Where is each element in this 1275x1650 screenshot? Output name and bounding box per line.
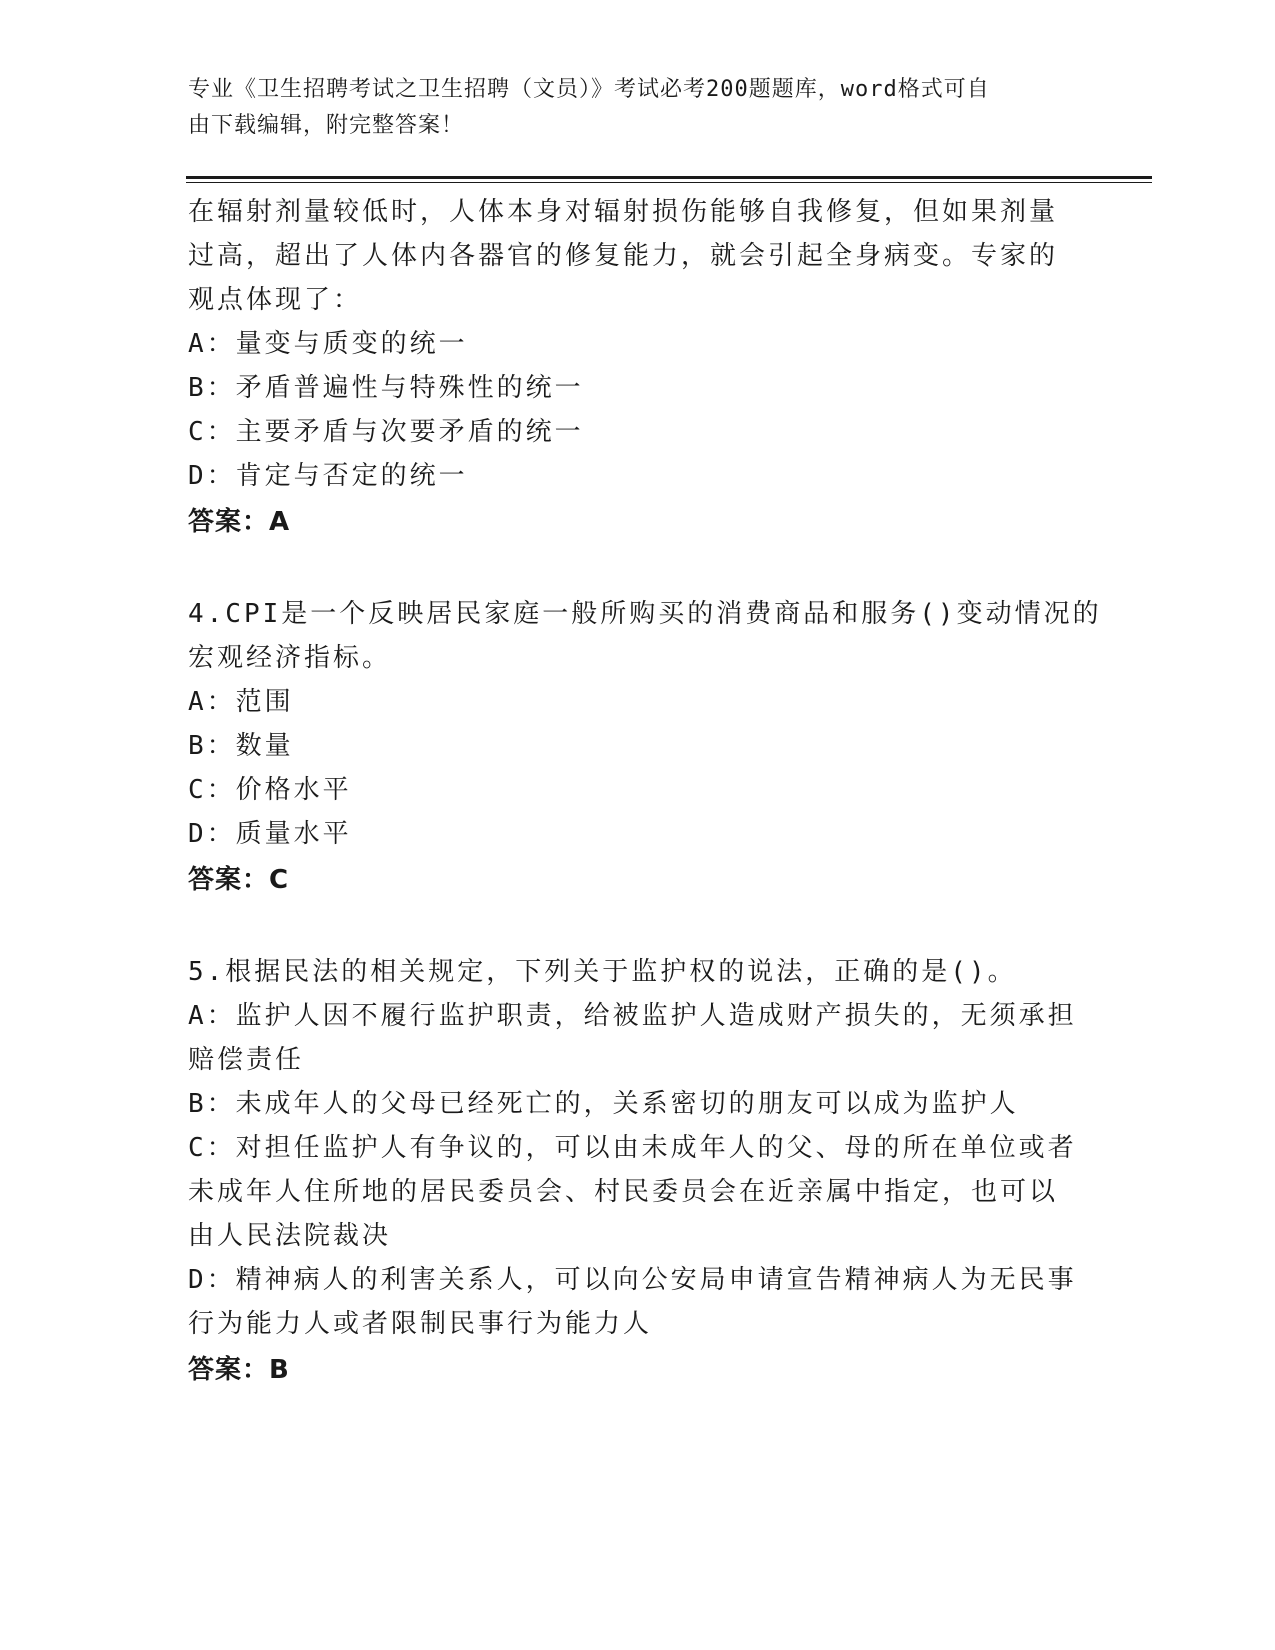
question-stem-line: 宏观经济指标。 [188, 643, 392, 673]
question-stem-line: 过高，超出了人体内各器官的修复能力，就会引起全身病变。专家的 [188, 241, 1059, 271]
document-header [188, 72, 1068, 144]
option-d: D：肯定与否定的统一 [188, 461, 468, 491]
option-a: A：范围 [188, 687, 294, 717]
question-stem-line: 4.CPI是一个反映居民家庭一般所购买的消费商品和服务()变动情况的 [188, 599, 1102, 629]
option-c-continued: 由人民法院裁决 [188, 1221, 392, 1251]
spacer [188, 546, 1088, 592]
question-stem-line: 在辐射剂量较低时，人体本身对辐射损伤能够自我修复，但如果剂量 [188, 197, 1059, 227]
option-c-continued: 未成年人住所地的居民委员会、村民委员会在近亲属中指定，也可以 [188, 1177, 1059, 1207]
question-list [188, 190, 1102, 1394]
option-d-continued: 行为能力人或者限制民事行为能力人 [188, 1309, 653, 1339]
answer-label: 答案：A [188, 507, 291, 537]
option-b: B：未成年人的父母已经死亡的，关系密切的朋友可以成为监护人 [188, 1089, 1019, 1119]
option-b: B：矛盾普遍性与特殊性的统一 [188, 373, 584, 403]
answer-label: 答案：B [188, 1355, 290, 1385]
option-d: D：质量水平 [188, 819, 352, 849]
question-5 [188, 950, 1088, 1394]
option-b: B：数量 [188, 731, 294, 761]
question-4 [188, 592, 1102, 904]
option-c: C：对担任监护人有争议的，可以由未成年人的父、母的所在单位或者 [188, 1133, 1077, 1163]
question-stem-line: 5.根据民法的相关规定，下列关于监护权的说法，正确的是()。 [188, 957, 1017, 987]
option-a-continued: 赔偿责任 [188, 1045, 305, 1075]
header-line-2: 由下载编辑，附完整答案！ [188, 113, 465, 138]
option-a: A：监护人因不履行监护职责，给被监护人造成财产损失的，无须承担 [188, 1001, 1077, 1031]
question-3 [188, 190, 1088, 546]
question-stem-line: 观点体现了： [188, 285, 363, 315]
header-divider-thick [186, 176, 1152, 179]
option-d: D：精神病人的利害关系人，可以向公安局申请宣告精神病人为无民事 [188, 1265, 1077, 1295]
answer-label: 答案：C [188, 865, 290, 895]
header-divider-thin [186, 182, 1152, 183]
option-c: C：价格水平 [188, 775, 352, 805]
option-a: A：量变与质变的统一 [188, 329, 468, 359]
header-line-1: 专业《卫生招聘考试之卫生招聘（文员）》考试必考200题题库，word格式可自 [188, 77, 990, 102]
spacer [188, 904, 1088, 950]
option-c: C：主要矛盾与次要矛盾的统一 [188, 417, 584, 447]
